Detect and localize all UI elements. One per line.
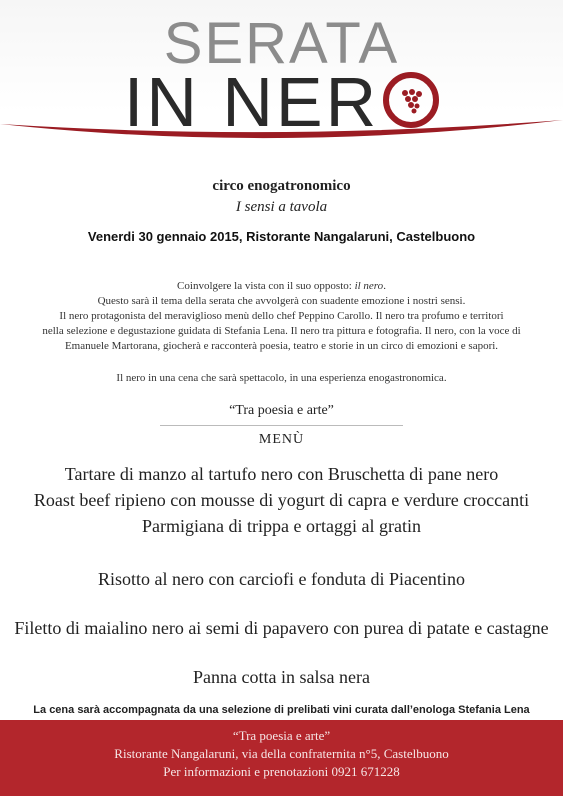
- wine-note: La cena sarà accompagnata da una selezione di prelibati vini curata dall’enologa Stefania Lena: [33, 704, 530, 716]
- red-swoosh-divider: [0, 118, 563, 148]
- title-in-nero-text: IN NER: [123, 63, 380, 141]
- intro-line-1-end: .: [383, 280, 386, 292]
- intro-line-5: Emanuele Martorana, giocherà e racconterà poesia, teatro e storie in un circo di emozioni e sapori.: [64, 340, 499, 352]
- event-date-location: Venerdi 30 gennaio 2015, Ristorante Nangalaruni, Castelbuono: [87, 229, 476, 244]
- menu-dish: Roast beef ripieno con mousse di yogurt di capra e verdure croccanti: [33, 490, 530, 510]
- closing-line: Il nero in una cena che sarà spettacolo, in una esperienza enogastronomica.: [116, 372, 447, 384]
- subtitle-sensi: I sensi a tavola: [235, 199, 328, 215]
- menu-dish: Risotto al nero con carciofi e fonduta di Piacentino: [98, 569, 465, 589]
- subtitle-circo: circo enogatronomico: [212, 178, 351, 194]
- menu-dish: Parmigiana di trippa e ortaggi al gratin: [142, 516, 421, 536]
- menu-heading: MENÙ: [258, 432, 305, 447]
- menu-dish: Filetto di maialino nero ai semi di papavero con purea di patate e castagne: [14, 618, 549, 638]
- intro-paragraph: [10, 279, 553, 354]
- intro-line-1-text: Coinvolgere la vista con il suo opposto:: [177, 280, 355, 292]
- intro-line-3: Il nero protagonista del meraviglioso menù dello chef Peppino Carollo. Il nero tra profumo e territori: [59, 310, 504, 322]
- menu-dish: Tartare di manzo al tartufo nero con Bruschetta di pane nero: [64, 464, 499, 484]
- intro-line-4: nella selezione e degustazione guidata di Stefania Lena. Il nero tra pittura e fotografia. Il nero, con la voce di: [42, 325, 521, 337]
- footer-contact: Per informazioni e prenotazioni 0921 671228: [163, 764, 400, 779]
- footer-title: “Tra poesia e arte”: [232, 728, 331, 743]
- footer-band: [0, 720, 563, 796]
- footer-address: Ristorante Nangalaruni, via della confraternita n°5, Castelbuono: [114, 746, 449, 761]
- header-banner: [0, 0, 563, 160]
- intro-line-1: [10, 279, 553, 294]
- title-serata: SERATA: [163, 11, 400, 76]
- menu-dish: Panna cotta in salsa nera: [193, 667, 370, 687]
- section-divider: [160, 425, 403, 426]
- intro-line-1-emphasis: il nero: [354, 280, 384, 292]
- section-title: “Tra poesia e arte”: [229, 403, 334, 418]
- intro-line-2: Questo sarà il tema della serata che avvolgerà con suadente emozione i nostri sensi.: [97, 295, 466, 307]
